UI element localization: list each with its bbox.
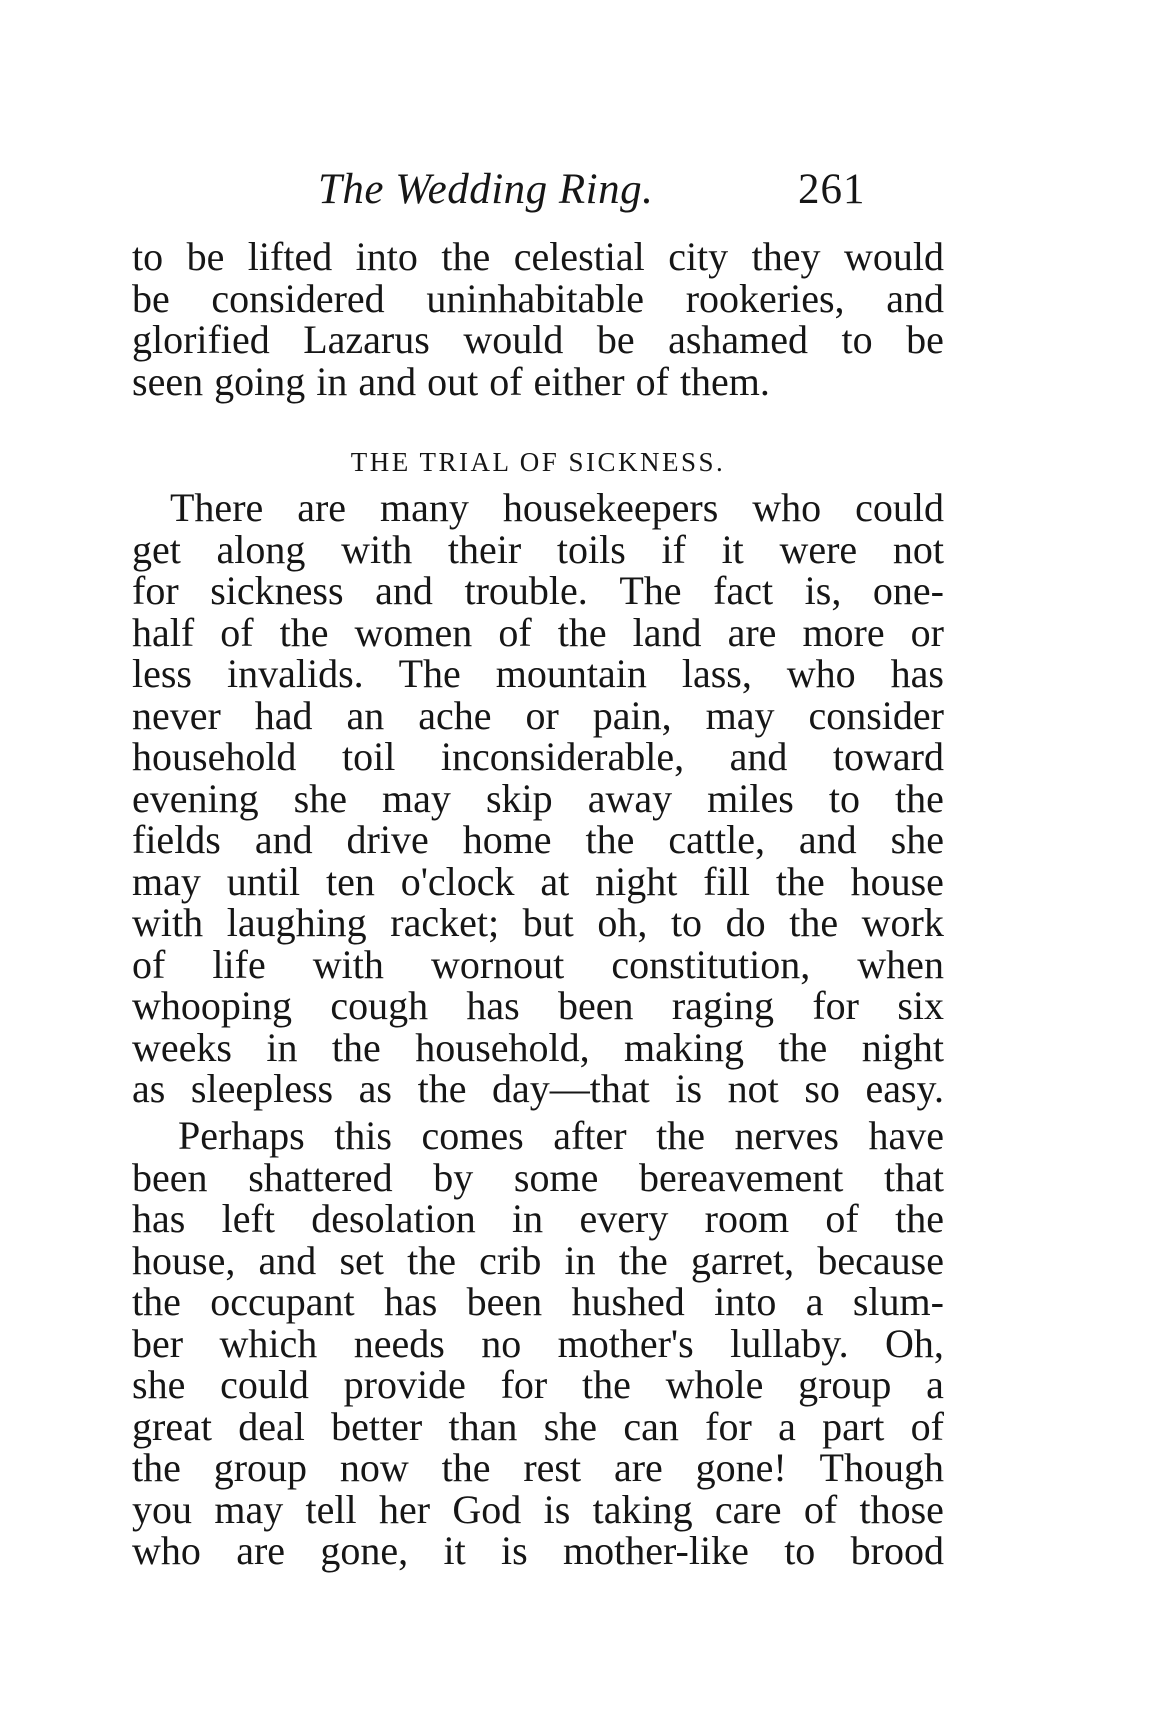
text-line: great deal better than she can for a part of xyxy=(132,1403,944,1449)
text-line: house, and set the crib in the garret, because xyxy=(132,1237,944,1283)
section-heading: THE TRIAL OF SICKNESS. xyxy=(350,447,726,477)
page-header xyxy=(318,160,948,220)
text-line: half of the women of the land are more or xyxy=(132,609,944,655)
text-line: to be lifted into the celestial city they would xyxy=(132,234,944,279)
text-line: for sickness and trouble. The fact is, one- xyxy=(132,568,944,613)
paragraph-1 xyxy=(132,236,944,402)
text-line: Perhaps this comes after the nerves have xyxy=(178,1113,944,1158)
text-line: fields and drive home the cattle, and she xyxy=(132,817,944,862)
text-line: seen going in and out of either of them. xyxy=(132,358,770,404)
text-line: be considered uninhabitable rookeries, and xyxy=(132,275,944,321)
text-line: There are many housekeepers who could xyxy=(170,485,944,530)
text-line: whooping cough has been raging for six xyxy=(132,983,944,1028)
text-line: you may tell her God is taking care of those xyxy=(132,1486,944,1532)
text-line: ber which needs no mother's lullaby. Oh, xyxy=(132,1320,944,1366)
text-line: with laughing racket; but oh, to do the work xyxy=(132,900,944,945)
paragraph-3 xyxy=(132,1115,944,1572)
text-line: get along with their toils if it were not xyxy=(132,526,944,572)
text-line: been shattered by some bereavement that xyxy=(132,1154,944,1200)
text-line: glorified Lazarus would be ashamed to be xyxy=(132,317,944,362)
paragraph-2 xyxy=(132,487,944,1110)
text-line: the group now the rest are gone! Though xyxy=(132,1445,944,1490)
text-line: has left desolation in every room of the xyxy=(132,1196,944,1241)
text-line: the occupant has been hushed into a slum- xyxy=(132,1279,944,1324)
text-line: evening she may skip away miles to the xyxy=(132,775,944,821)
text-line: she could provide for the whole group a xyxy=(132,1362,944,1407)
page-number: 261 xyxy=(798,166,866,213)
text-line: household toil inconsiderable, and toward xyxy=(132,734,944,779)
text-line: who are gone, it is mother-like to brood xyxy=(132,1528,944,1573)
running-title: The Wedding Ring. xyxy=(318,166,654,213)
text-line: never had an ache or pain, may consider xyxy=(132,692,944,738)
text-line: as sleepless as the day—that is not so easy. xyxy=(132,1066,944,1111)
text-line: may until ten o'clock at night fill the house xyxy=(132,858,944,904)
text-line: weeks in the household, making the night xyxy=(132,1024,944,1070)
text-line: of life with wornout constitution, when xyxy=(132,941,944,987)
text-line: less invalids. The mountain lass, who has xyxy=(132,651,944,696)
